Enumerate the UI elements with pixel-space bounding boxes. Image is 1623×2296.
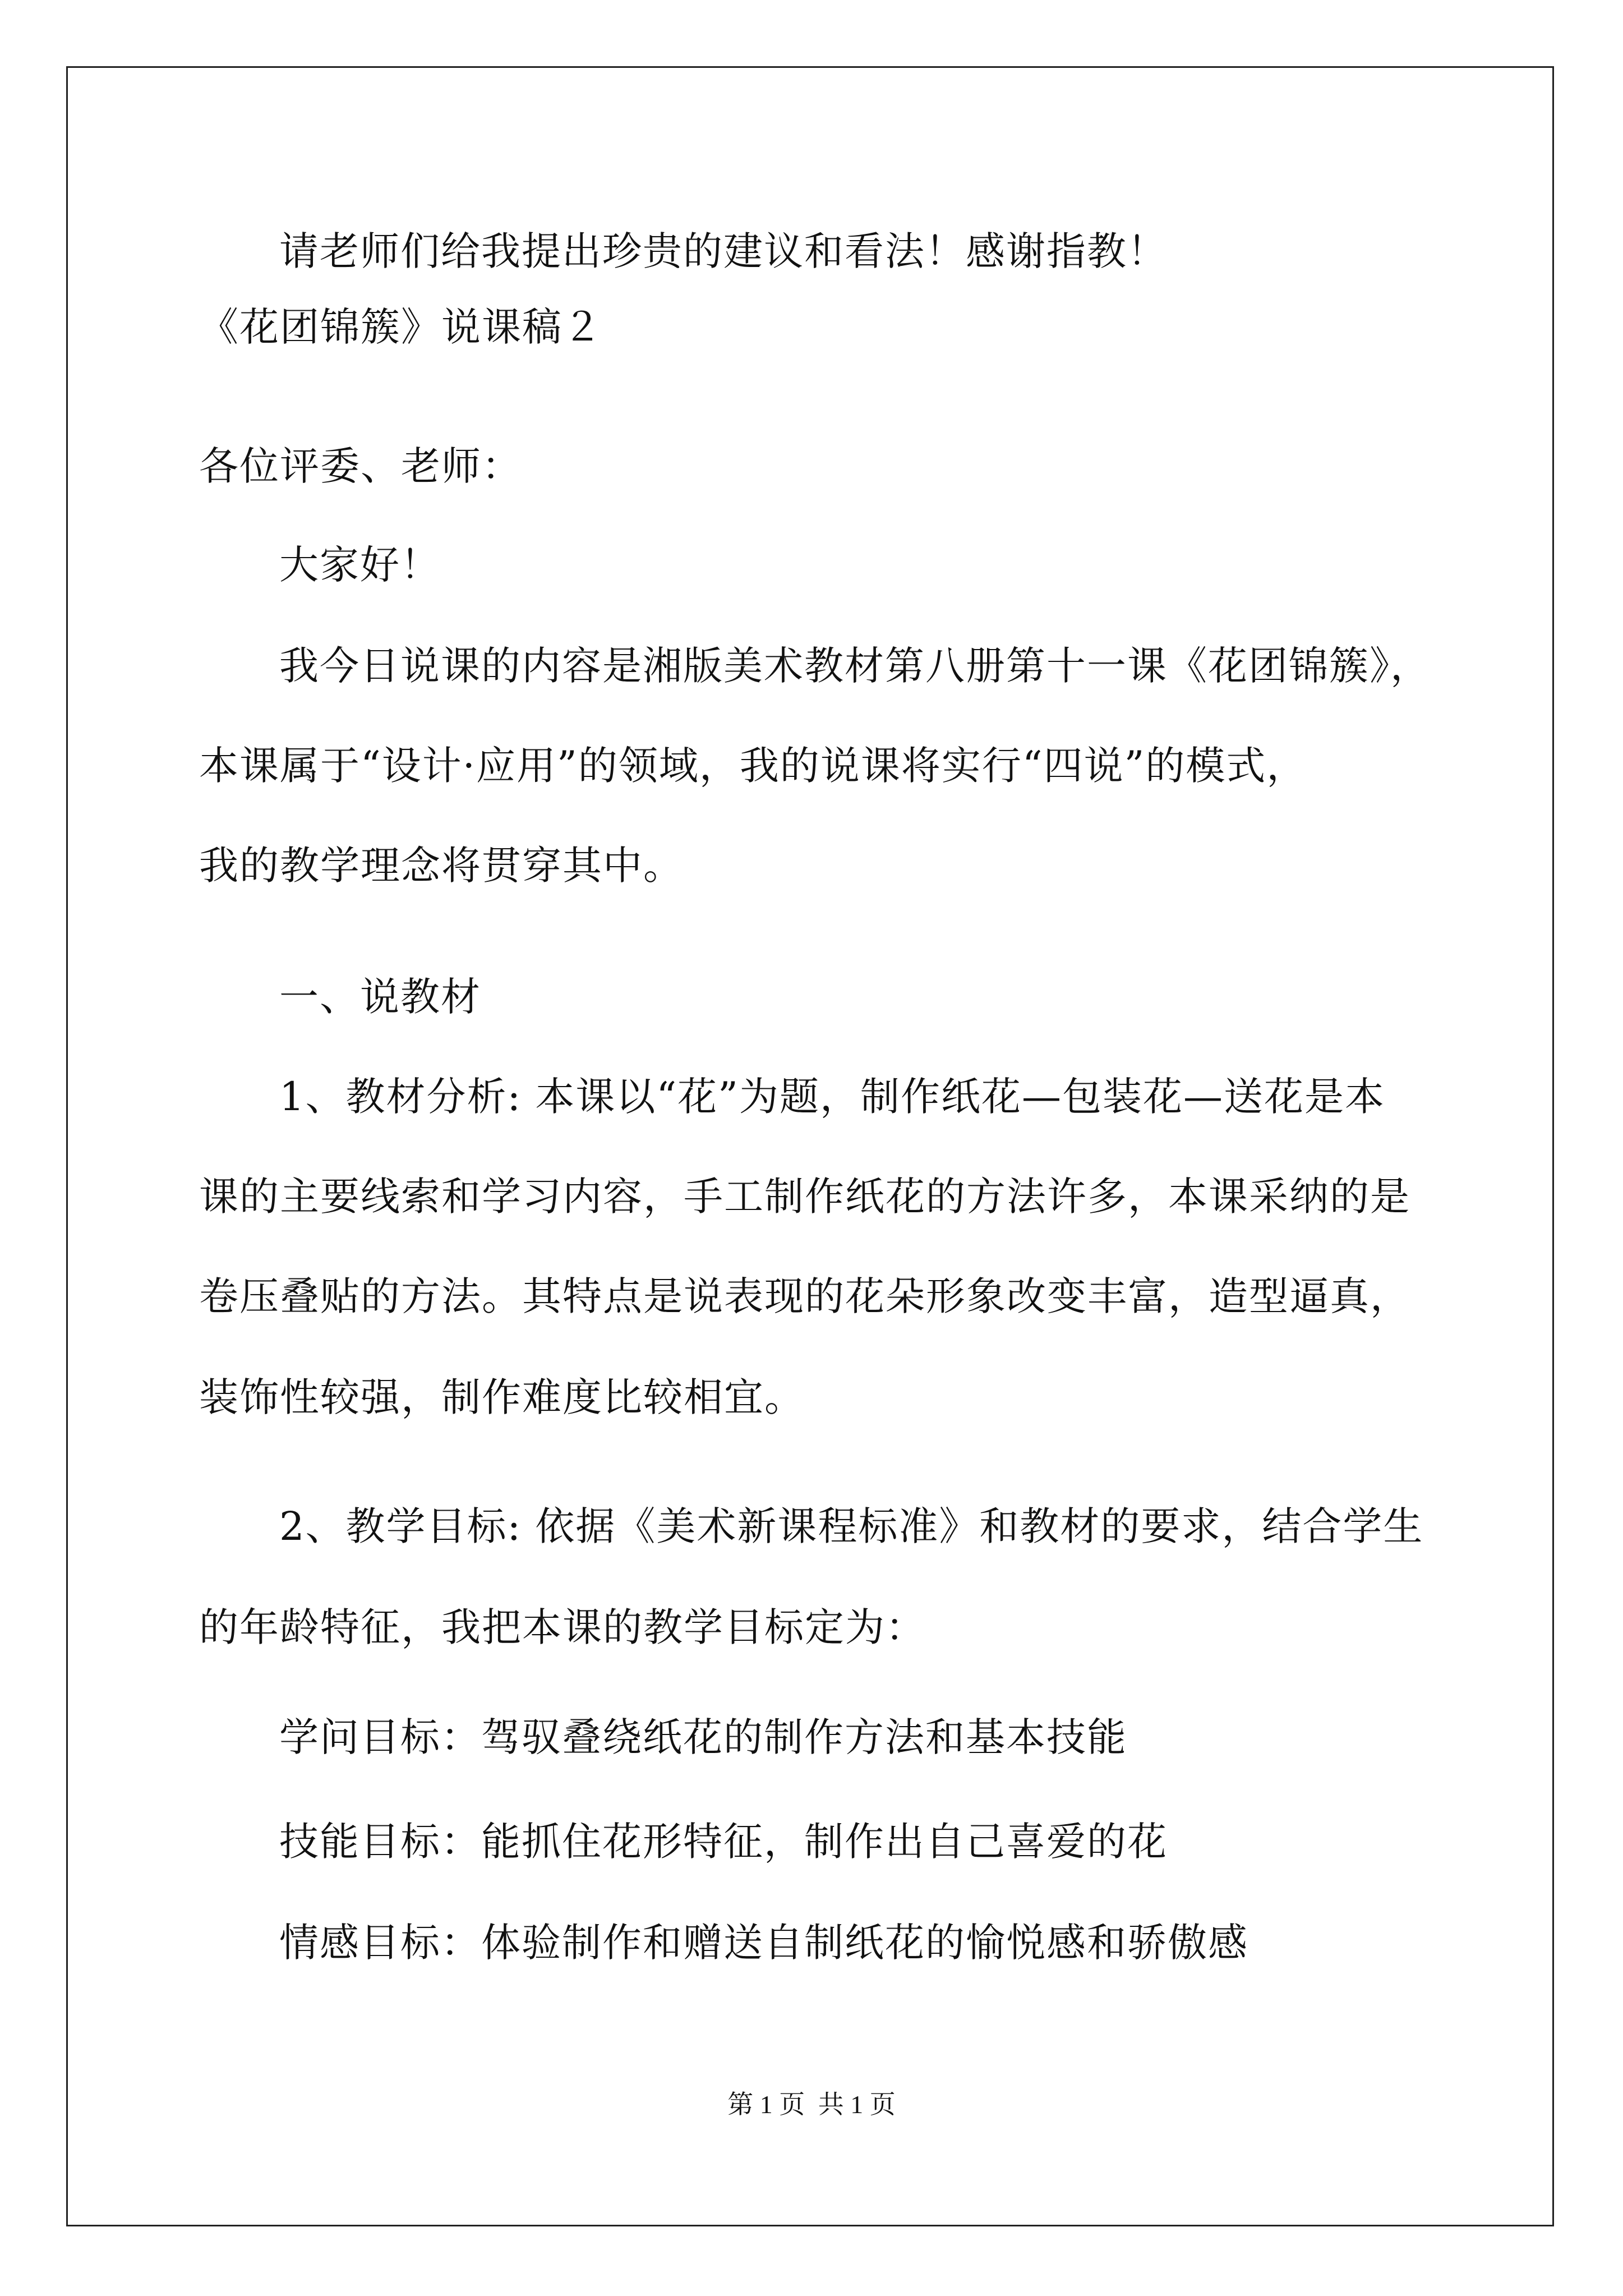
page-total: 共 1 页 (818, 2090, 896, 2119)
paragraph-goals-line: 的年龄特征，我把本课的教学目标定为： (199, 1604, 926, 1650)
closing-request: 请老师们给我提出珍贵的建议和看法！感谢指教！ (279, 228, 1168, 274)
goal-knowledge: 学问目标：驾驭叠绕纸花的制作方法和基本技能 (279, 1714, 1127, 1760)
paragraph-goals-line: 2、教学目标: 依据《美术新课程标准》和教材的要求，结合学生 (279, 1503, 1424, 1549)
paragraph-analysis-line: 卷压叠贴的方法。其特点是说表现的花朵形象改变丰富，造型逼真， (199, 1273, 1410, 1319)
paragraph-analysis-line: 课的主要线索和学习内容，手工制作纸花的方法许多，本课采纳的是 (199, 1174, 1410, 1220)
heading-textbook: 一、说教材 (279, 974, 481, 1020)
paragraph-analysis-line: 装饰性较强，制作难度比较相宜。 (199, 1374, 805, 1420)
salutation: 各位评委、老师： (199, 443, 522, 489)
goal-emotion: 情感目标：体验制作和赠送自制纸花的愉悦感和骄傲感 (279, 1920, 1248, 1966)
page-number: 第 1 页 (727, 2090, 805, 2119)
page-footer (0, 2088, 1623, 2122)
greeting: 大家好！ (279, 542, 441, 588)
paragraph-intro-line: 我的教学理念将贯穿其中。 (199, 843, 684, 889)
goal-skill: 技能目标：能抓住花形特征，制作出自己喜爱的花 (279, 1819, 1168, 1865)
paragraph-intro-line: 我今日说课的内容是湘版美术教材第八册第十一课《花团锦簇》， (279, 643, 1431, 689)
paragraph-intro-line: 本课属于“设计·应用”的领域，我的说课将实行“四说”的模式， (199, 743, 1307, 789)
section-title: 《花团锦簇》说课稿２ (199, 304, 603, 350)
page-border (66, 66, 1554, 2226)
paragraph-analysis-line: 1、教材分析: 本课以“花”为题，制作纸花—包装花—送花是本 (279, 1074, 1385, 1120)
